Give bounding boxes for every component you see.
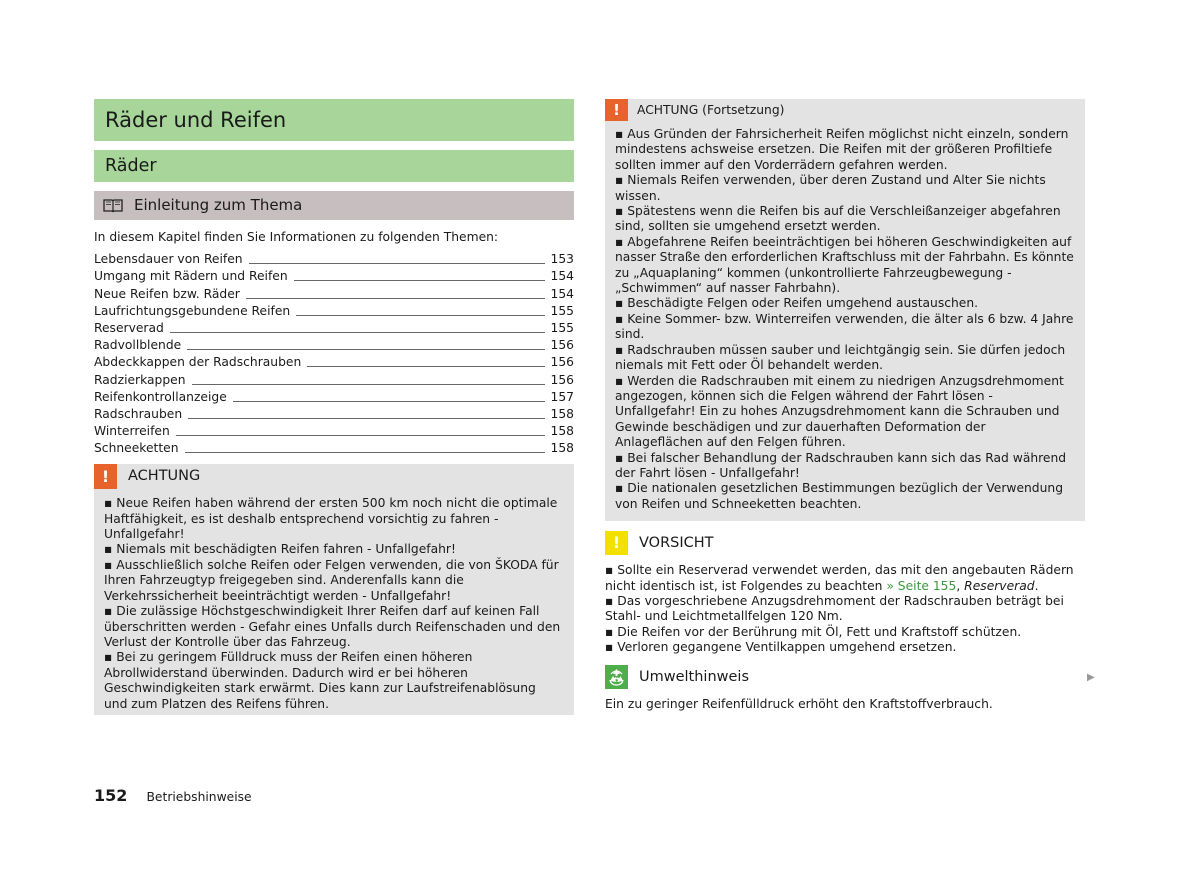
warning-item: ▪ Aus Gründen der Fahrsicherheit Reifen möglichst nicht einzeln, sondern mindestens achsweise ersetzen. Die Reifen mit der größeren Profiltiefe sollten immer auf den Vorderrädern gefahren werden. [615,127,1069,172]
toc-page: 158 [550,424,574,439]
toc-leader [192,384,545,385]
toc-label: Lebensdauer von Reifen [94,252,243,267]
recycle-icon [605,665,628,689]
toc-leader [187,349,544,350]
warning-item: ▪ Neue Reifen haben während der ersten 500 km noch nicht die optimale Haftfähigkeit, es ist deshalb entsprechend vorsichtig zu fahren - Unfallgefahr! [104,496,558,542]
warning-item: ▪ Spätestens wenn die Reifen bis auf die Verschleißanzeiger abgefahren sind, sollten sie umgehend ersetzt werden. [615,204,1061,234]
warning-item: ▪ Bei zu geringem Fülldruck muss der Reifen einen höheren Abrollwiderstand überwinden. Dadurch wird er bei höheren Geschwindigkeiten stark erwärmt. Dies kann zur Laufstreifenablösung und zum Platzen des Reifens führen. [104,650,536,711]
warning-item: ▪ Abgefahrene Reifen beeinträchtigen bei höheren Geschwindigkeiten auf nasser Straße den erforderlichen Kraftschluss mit der Fahrbahn. Es könnte zu „Aquaplaning“ kommen (unkontrollierte Fahrzeugbewegung - „Schwimmen“ auf nasser Fahrbahn). [615,234,1074,296]
continue-arrow-icon: ▶ [1087,672,1095,683]
warning-icon: ! [94,464,117,489]
warning-icon: ! [605,99,628,121]
table-of-contents [94,251,574,457]
topic-header-label: Einleitung zum Thema [134,196,303,214]
caution-icon: ! [605,531,628,555]
toc-leader [176,435,545,436]
caution-item: ▪ Die Reifen vor der Berührung mit Öl, Fett und Kraftstoff schützen. [605,624,1022,639]
environment-header [605,665,1085,691]
toc-row[interactable] [94,268,574,285]
toc-row[interactable] [94,406,574,423]
right-column [605,99,1085,712]
toc-label: Abdeckkappen der Radschrauben [94,355,302,370]
book-icon [103,198,123,213]
toc-leader [185,452,545,453]
toc-label: Radvollblende [94,338,182,353]
caution-title: VORSICHT [639,535,714,552]
warning-continued-header [605,99,1085,121]
toc-row[interactable] [94,440,574,457]
toc-page: 158 [550,406,574,421]
environment-title: Umwelthinweis [639,668,750,685]
toc-row[interactable] [94,320,574,337]
caution-item-ref: Reserverad [964,578,1035,593]
toc-row[interactable] [94,389,574,406]
toc-page: 158 [550,441,574,456]
toc-label: Reserverad [94,320,164,335]
caution-body [605,557,1085,655]
toc-row[interactable] [94,354,574,371]
toc-row[interactable] [94,371,574,388]
warning-item: ▪ Die zulässige Höchstgeschwindigkeit Ihrer Reifen darf auf keinen Fall überschritten werden - Gefahr eines Unfalls durch Reifenschaden und den Verlust der Kontrolle über das Fahrzeug. [104,604,561,649]
topic-header [94,191,574,220]
caution-item: ▪ Verloren gegangene Ventilkappen umgehend ersetzen. [605,640,957,655]
toc-leader [233,401,545,402]
toc-page: 154 [550,269,574,284]
warning-continued-title: ACHTUNG (Fortsetzung) [637,103,785,117]
page-number: 152 [94,786,128,805]
toc-page: 153 [550,252,574,267]
toc-page: 156 [550,372,574,387]
page-footer [94,786,252,805]
toc-leader [296,315,544,316]
warning-item: ▪ Radschrauben müssen sauber und leichtgängig sein. Sie dürfen jedoch niemals mit Fett oder Öl behandelt werden. [615,342,1066,373]
toc-page: 156 [550,338,574,353]
toc-row[interactable] [94,251,574,268]
warning-title: ACHTUNG [128,468,201,485]
section-title: Räder [94,150,574,182]
caution-item [605,563,1085,594]
toc-page: 154 [550,286,574,301]
left-column [94,99,574,715]
warning-header [94,464,574,490]
toc-row[interactable] [94,303,574,320]
warning-item: ▪ Werden die Radschrauben mit einem zu niedrigen Anzugsdrehmoment angezogen, können sich die Felgen während der Fahrt lösen - Unfallgefahr! Ein zu hohes Anzugsdrehmoment kann die Schrauben und Gewinde beschädigen und zur dauerhaften Deformation der Anlageflächen auf den Felgen führen. [615,373,1064,450]
toc-leader [249,263,545,264]
caution-header [605,531,1085,557]
warning-item: ▪ Ausschließlich solche Reifen oder Felgen verwenden, die von ŠKODA für Ihren Fahrzeugtyp freigegeben sind. Anderenfalls kann die Verkehrssicherheit beeinträchtigt werden - Unfallgefahr! [104,557,559,603]
caution-item-text: ▪ Sollte ein Reserverad verwendet werden, das mit den angebauten Rädern nicht identisch ist, ist Folgendes zu beachten [605,563,1074,593]
toc-page: 155 [550,303,574,318]
toc-page: 157 [550,389,574,404]
toc-leader [246,298,545,299]
footer-section: Betriebshinweise [146,790,252,804]
toc-label: Radschrauben [94,406,183,421]
warning-box [94,464,574,715]
page-reference-link[interactable]: » Seite 155 [886,578,957,593]
toc-page: 156 [550,355,574,370]
warning-item: ▪ Beschädigte Felgen oder Reifen umgehend austauschen. [615,296,979,311]
environment-text: Ein zu geringer Reifenfülldruck erhöht den Kraftstoffverbrauch. [605,696,993,711]
toc-label: Neue Reifen bzw. Räder [94,286,240,301]
caution-item-sep: , [956,578,965,593]
caution-item: ▪ Das vorgeschriebene Anzugsdrehmoment der Radschrauben beträgt bei Stahl- und Leichtmetallfelgen 120 Nm. [605,593,1064,624]
toc-row[interactable] [94,423,574,440]
warning-continued-box [605,99,1085,521]
chapter-title: Räder und Reifen [94,99,574,141]
toc-label: Radzierkappen [94,372,186,387]
warning-item: ▪ Niemals Reifen verwenden, über deren Zustand und Alter Sie nichts wissen. [615,173,1046,203]
intro-text: In diesem Kapitel finden Sie Informationen zu folgenden Themen: [94,230,499,244]
toc-label: Umgang mit Rädern und Reifen [94,269,288,284]
toc-label: Winterreifen [94,424,170,439]
warning-item: ▪ Bei falscher Behandlung der Radschrauben kann sich das Rad während der Fahrt lösen - Unfallgefahr! [615,450,1067,480]
caution-item-end: . [1034,578,1039,593]
toc-label: Laufrichtungsgebundene Reifen [94,303,291,318]
toc-leader [294,280,545,281]
toc-row[interactable] [94,285,574,302]
toc-label: Reifenkontrollanzeige [94,389,227,404]
warning-continued-body [605,121,1085,518]
warning-item: ▪ Keine Sommer- bzw. Winterreifen verwenden, die älter als 6 bzw. 4 Jahre sind. [615,311,1074,342]
toc-leader [307,366,544,367]
toc-leader [188,418,544,419]
toc-row[interactable] [94,337,574,354]
warning-item: ▪ Die nationalen gesetzlichen Bestimmungen bezüglich der Verwendung von Reifen und Schneeketten beachten. [615,481,1063,511]
warning-item: ▪ Niemals mit beschädigten Reifen fahren - Unfallgefahr! [104,542,456,557]
toc-label: Schneeketten [94,441,179,456]
toc-leader [170,332,545,333]
toc-page: 155 [550,320,574,335]
warning-body [94,490,574,712]
